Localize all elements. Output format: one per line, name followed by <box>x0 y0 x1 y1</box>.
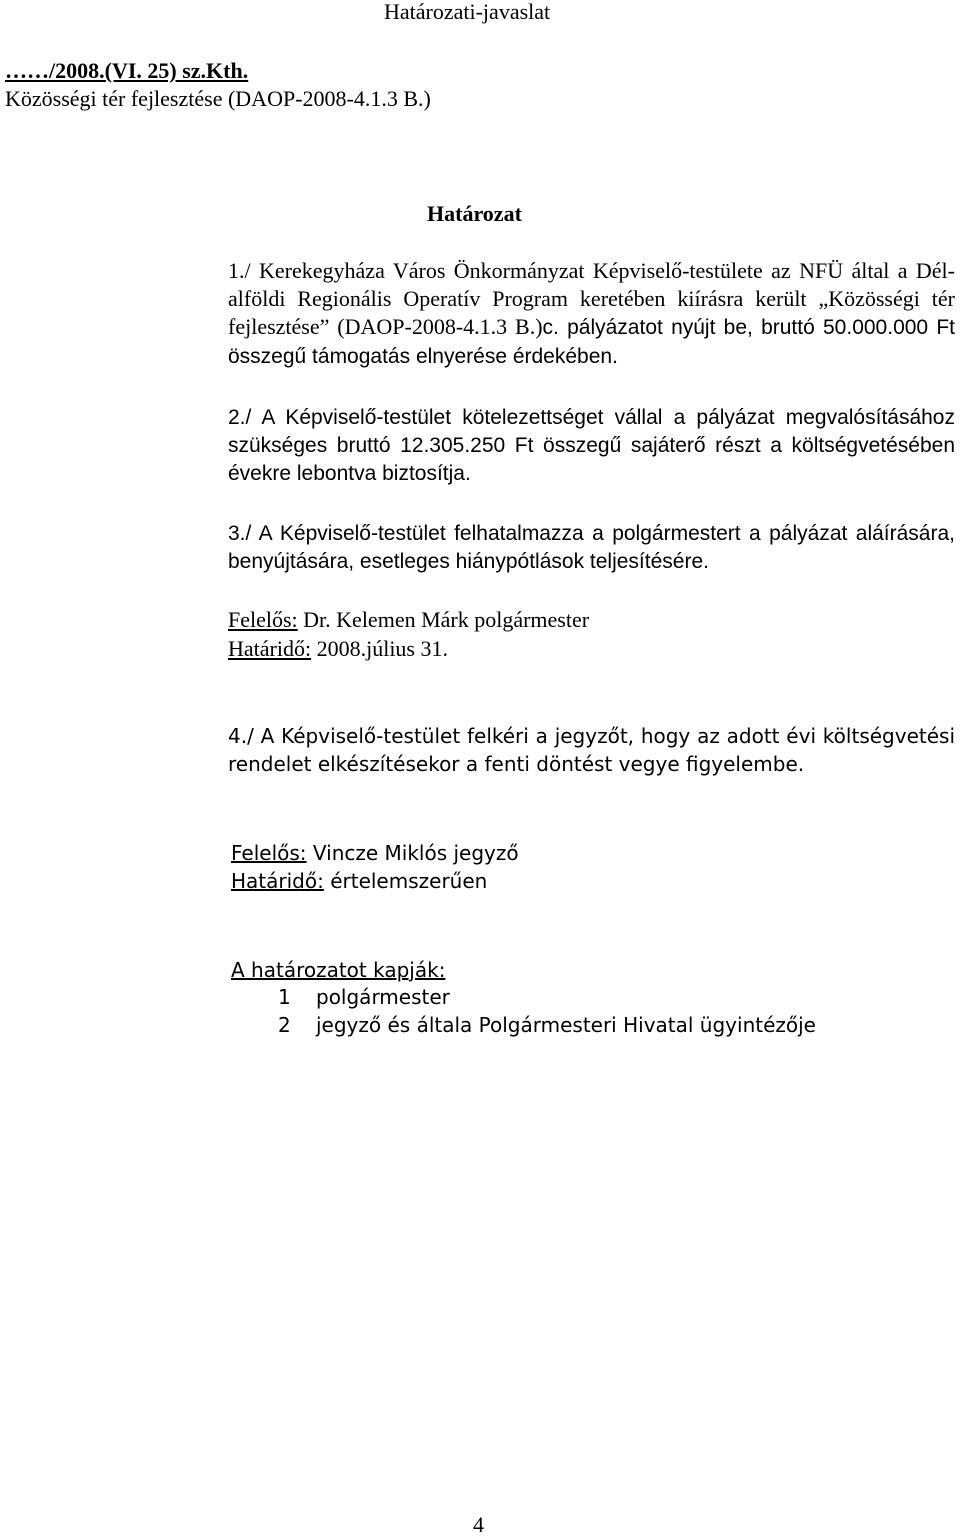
recipient-name: polgármester <box>316 985 450 1009</box>
responsible-value: Dr. Kelemen Márk polgármester <box>303 607 590 632</box>
deadline-label: Határidő: <box>228 636 312 661</box>
recipient-number: 2 <box>278 1013 291 1037</box>
resolution-item-4 <box>228 722 955 778</box>
item-1-number: 1./ <box>228 258 251 283</box>
responsible-value: Vincze Miklós jegyző <box>312 841 519 865</box>
recipient-name: jegyző és általa Polgármesteri Hivatal ügyintézője <box>316 1013 816 1037</box>
resolution-item-3 <box>228 520 955 576</box>
resolution-heading: Határozat <box>427 201 522 226</box>
responsible-label: Felelős: <box>228 607 298 632</box>
proposal-title: Határozati-javaslat <box>384 0 551 24</box>
reference-number: ……/2008.(VI. 25) sz.Kth. <box>5 58 249 83</box>
recipient-number: 1 <box>278 985 291 1009</box>
item-3-text: A Képviselő-testület felhatalmazza a polgármestert a pályázat aláírására, benyújtására, esetleges hiánypótlások teljesítésére. <box>228 522 955 573</box>
recipients-label: A határozatot kapják: <box>231 958 446 982</box>
deadline-value: 2008.július 31. <box>316 636 448 661</box>
page-number: 4 <box>473 1512 484 1537</box>
deadline-value: értelemszerűen <box>330 869 488 893</box>
item-4-text: A Képviselő-testület felkéri a jegyzőt, hogy az adott évi költségvetési rendelet elkészítésekor a fenti döntést vegye figyelembe. <box>228 724 955 776</box>
resolution-item-1 <box>228 257 955 371</box>
item-1-text-a: Kerekegyháza Város Önkormányzat Képviselő-testülete az NFÜ által a Dél-alföldi Regionális Operatív Program keretében kiírásra került „Közösségi tér fejlesztése” (DAOP-2008-4.1.3 B.) <box>228 258 955 339</box>
recipient-item <box>278 983 450 1011</box>
resolution-item-2 <box>228 404 955 488</box>
item-3-responsible <box>228 606 589 634</box>
deadline-label: Határidő: <box>231 869 324 893</box>
item-3-number: 3./ <box>228 522 252 545</box>
item-3-deadline <box>228 635 448 663</box>
item-4-number: 4./ <box>228 724 254 748</box>
subject-line: Közösségi tér fejlesztése (DAOP-2008-4.1.3 B.) <box>5 86 431 111</box>
item-4-deadline <box>231 867 487 895</box>
responsible-label: Felelős: <box>231 841 307 865</box>
item-4-responsible <box>231 839 519 867</box>
item-1-text-b: c. pályázatot nyújt be, bruttó 50.000.000 Ft összegű támogatás elnyerése érdekében. <box>228 316 955 368</box>
item-2-text: A Képviselő-testület kötelezettséget vállal a pályázat megvalósításához szükséges bruttó 12.305.250 Ft összegű sajáterő részt a költségvetésében évekre lebontva biztosítja. <box>228 406 955 485</box>
item-2-number: 2./ <box>228 406 252 429</box>
recipient-item <box>278 1011 816 1039</box>
